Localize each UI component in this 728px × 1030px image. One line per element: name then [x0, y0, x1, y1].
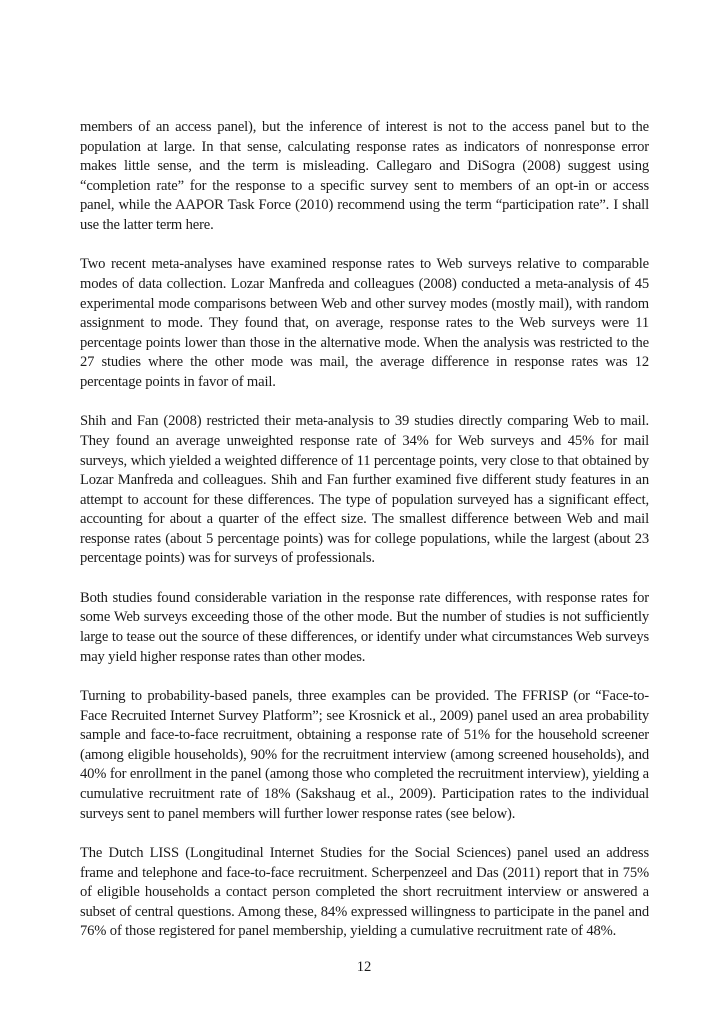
paragraph-ffrisp: Turning to probability-based panels, three examples can be provided. The FFRISP (or “Face-to-Face Recruited Internet Survey Platform”; see Krosnick et al., 2009) panel used an area probability sample and face-to-face recruitment, obtaining a response rate of 51% for the household screener (among eligible households), 90% for the recruitment interview (among screened households), and 40% for enrollment in the panel (among those who completed the recruitment interview), yielding a cumulative recruitment rate of 18% (Sakshaug et al., 2009). Participation rates to the individual surveys sent to panel members will further lower response rates (see below).	[80, 688, 649, 822]
paragraph-variation: Both studies found considerable variation in the response rate differences, with response rates for some Web surveys exceeding those of the other mode. But the number of studies is not sufficiently large to tease out the source of these differences, or identify under what circumstances Web surveys may yield higher response rates than other modes.	[80, 589, 649, 665]
paragraph-shih-fan: Shih and Fan (2008) restricted their meta-analysis to 39 studies directly comparing Web to mail. They found an average unweighted response rate of 34% for Web surveys and 45% for mail surveys, which yielded a weighted difference of 11 percentage points, very close to that obtained by Lozar Manfreda and colleagues. Shih and Fan further examined five different study features in an attempt to account for these differences. The type of population surveyed has a significant effect, accounting for about a quarter of the effect size. The smallest difference between Web and mail response rates (about 5 percentage points) was for college populations, while the largest (about 23 percentage points) was for surveys of professionals.	[80, 413, 649, 567]
paragraph-liss: The Dutch LISS (Longitudinal Internet Studies for the Social Sciences) panel used an address frame and telephone and face-to-face recruitment. Scherpenzeel and Das (2011) report that in 75% of eligible households a contact person completed the short recruitment interview or answered a subset of central questions. Among these, 84% expressed willingness to participate in the panel and 76% of those registered for panel membership, yielding a cumulative recruitment rate of 48%.	[80, 844, 649, 940]
paragraph-access-panel: members of an access panel), but the inference of interest is not to the access panel but to the population at large. In that sense, calculating response rates as indicators of nonresponse error makes little sense, and the term is misleading. Callegaro and DiSogra (2008) suggest using “completion rate” for the response to a specific survey sent to members of an opt-in or access panel, while the AAPOR Task Force (2010) recommend using the term “participation rate”. I shall use the latter term here.	[80, 119, 649, 233]
body-text	[80, 118, 649, 962]
paragraph-meta-analyses: Two recent meta-analyses have examined response rates to Web surveys relative to comparable modes of data collection. Lozar Manfreda and colleagues (2008) conducted a meta-analysis of 45 experimental mode comparisons between Web and other survey modes (mostly mail), with random assignment to mode. They found that, on average, response rates to the Web surveys were 11 percentage points lower than those in the alternative mode. When the analysis was restricted to the 27 studies where the other mode was mail, the average difference in response rates was 12 percentage points in favor of mail.	[80, 256, 649, 390]
page-number: 12	[356, 959, 372, 975]
